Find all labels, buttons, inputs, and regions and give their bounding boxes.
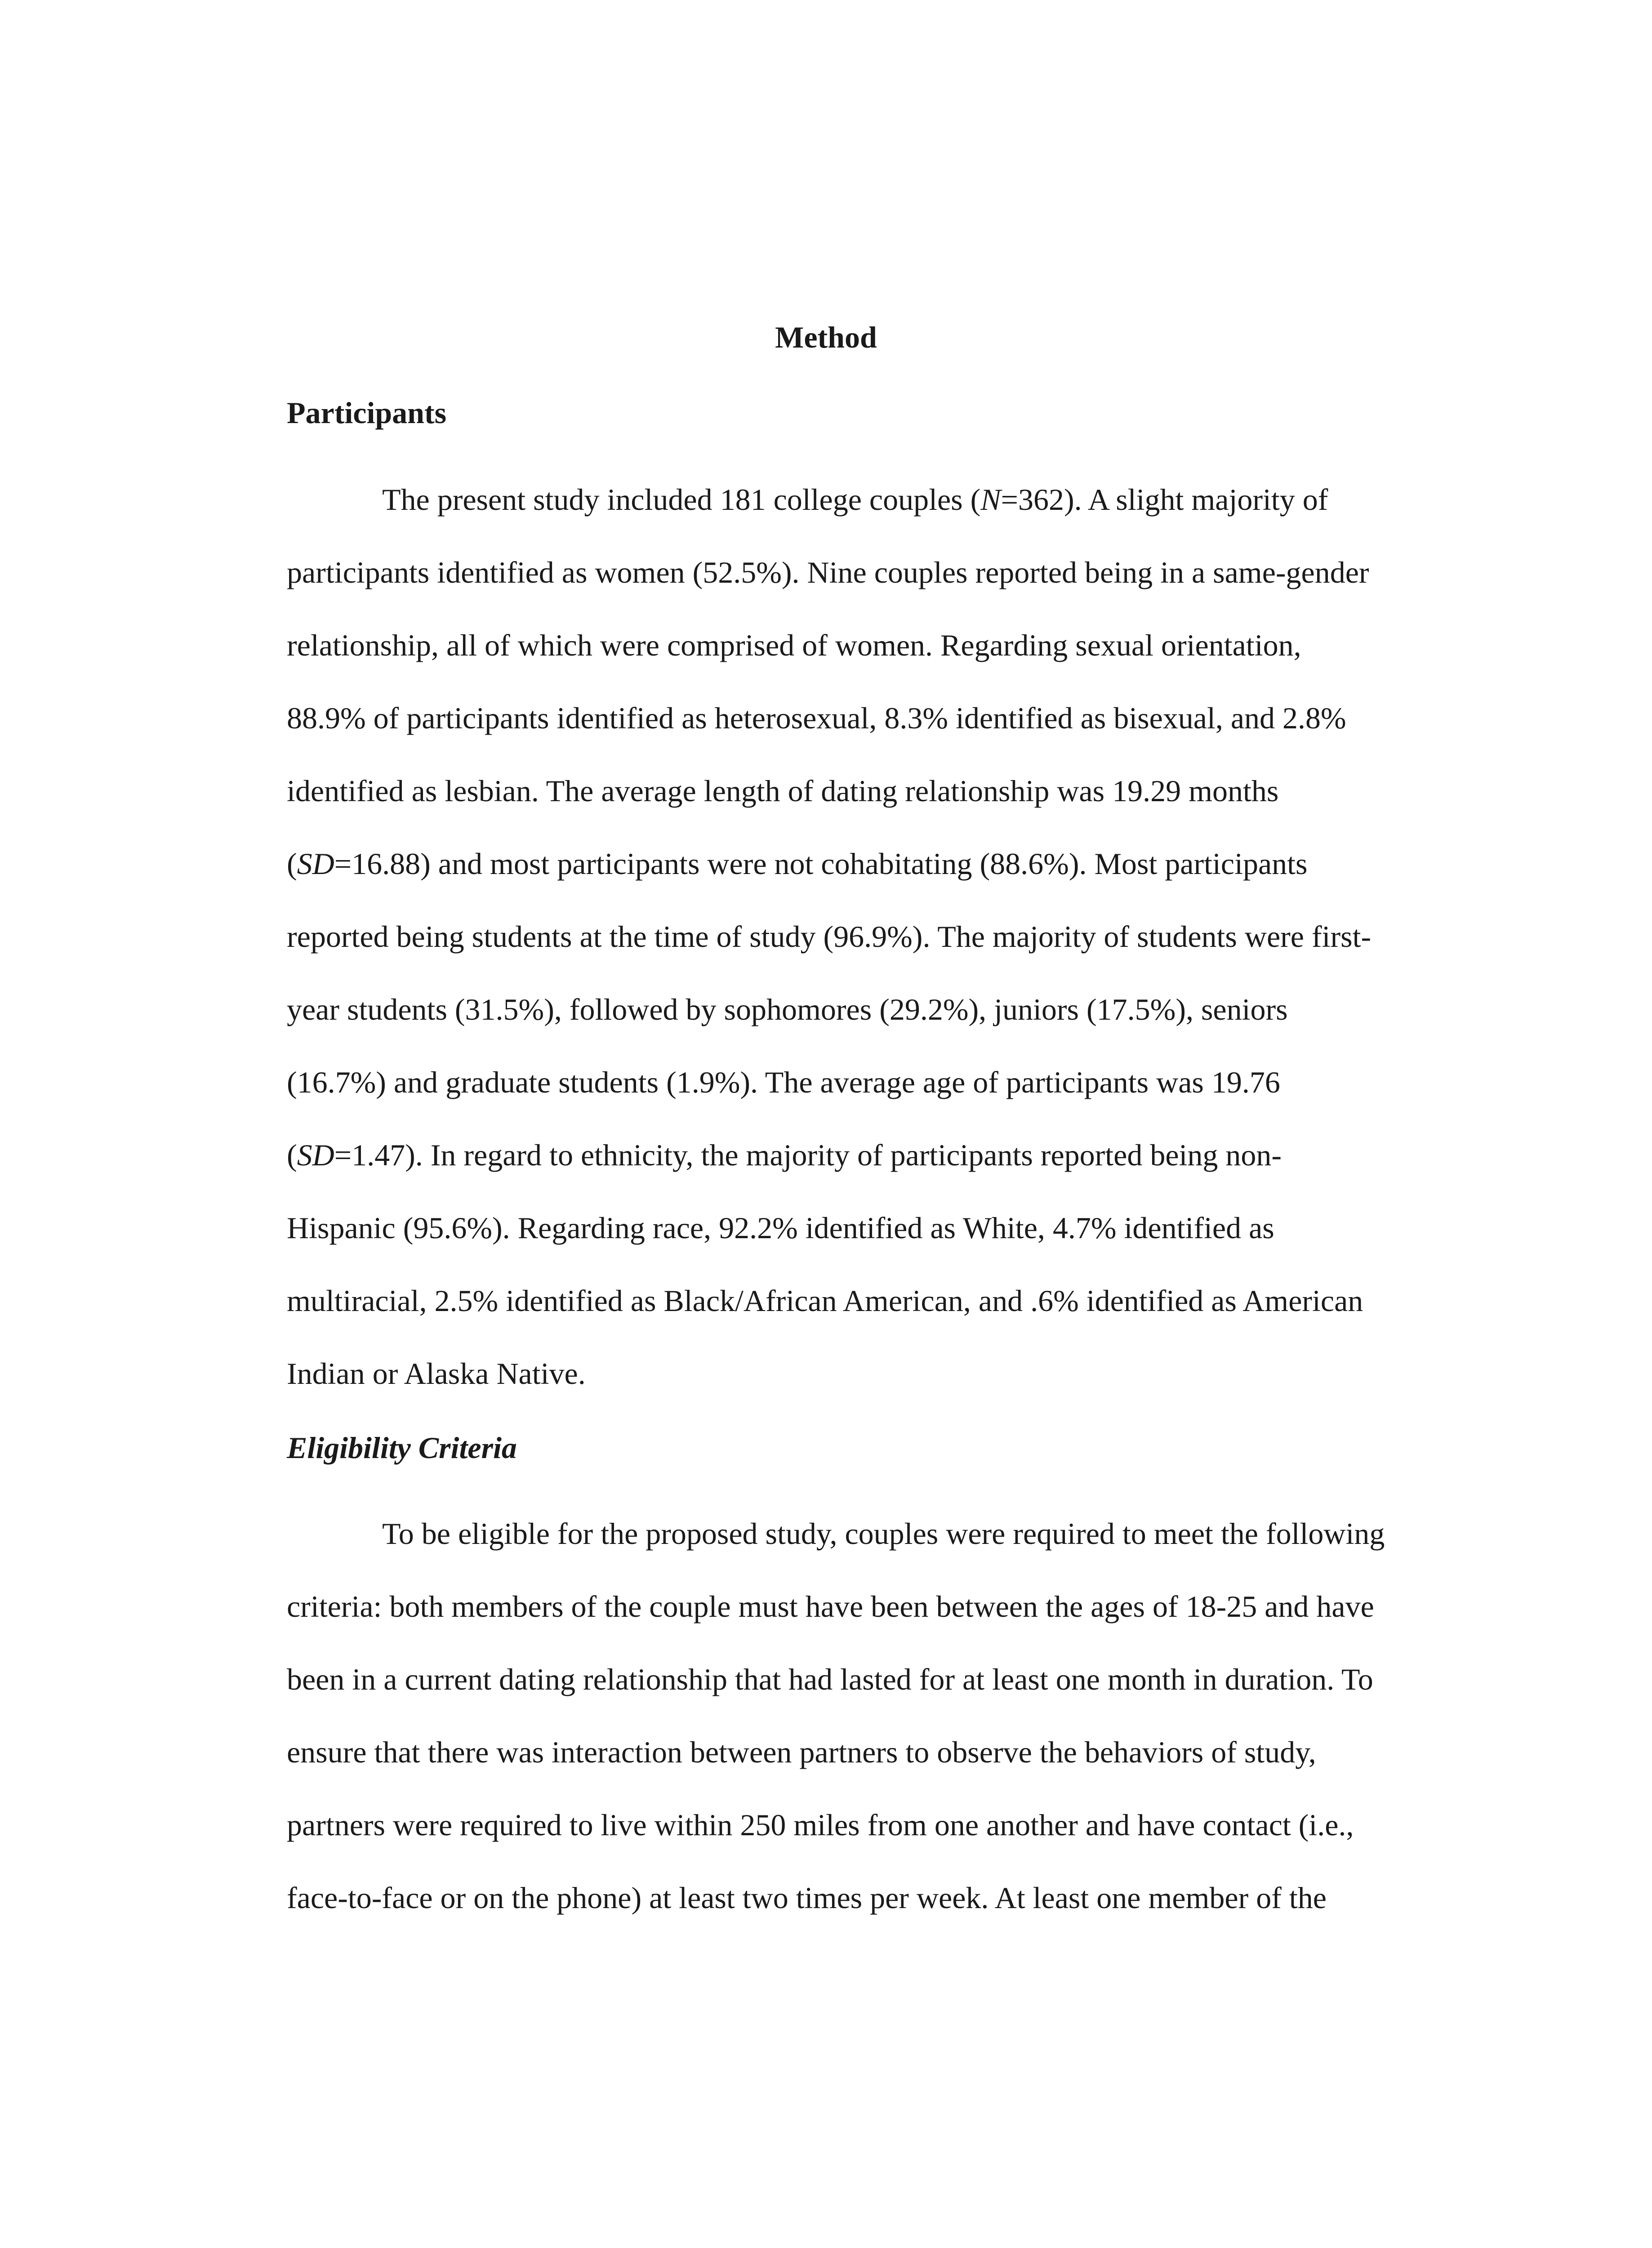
paragraph-line: [287, 1716, 1429, 1789]
text-run: reported being students at the time of study (96.9%). The majority of students were first-: [287, 919, 1371, 954]
text-run: 88.9% of participants identified as heterosexual, 8.3% identified as bisexual, and 2.8%: [287, 701, 1346, 735]
text-run: (: [287, 1138, 297, 1172]
text-run: multiracial, 2.5% identified as Black/African American, and .6% identified as American: [287, 1284, 1363, 1318]
text-run: year students (31.5%), followed by sophomores (29.2%), juniors (17.5%), seniors: [287, 992, 1288, 1026]
text-run: identified as lesbian. The average length of dating relationship was 19.29 months: [287, 774, 1279, 808]
text-run: face-to-face or on the phone) at least two times per week. At least one member of the: [287, 1881, 1327, 1915]
section-title: Method: [775, 320, 877, 354]
text-run: (: [287, 847, 297, 881]
paragraph-line: [287, 1046, 1429, 1119]
paragraph-line: [287, 609, 1429, 682]
text-run: criteria: both members of the couple must have been between the ages of 18-25 and have: [287, 1589, 1374, 1624]
text-run: To be eligible for the proposed study, couples were required to meet the following: [382, 1517, 1385, 1551]
paragraph-line: [287, 1337, 1429, 1410]
paragraph-line: [287, 900, 1429, 973]
text-run: =1.47). In regard to ethnicity, the majority of participants reported being non-: [334, 1138, 1282, 1172]
paragraph-line: [287, 1191, 1429, 1264]
paragraph-line: [287, 973, 1429, 1046]
stat-symbol: N: [980, 482, 1001, 517]
participants-paragraph: [287, 463, 1429, 1410]
eligibility-paragraph: [287, 1497, 1429, 1934]
paragraph-line: [287, 1861, 1429, 1934]
paragraph-line: [287, 754, 1429, 827]
stat-symbol: SD: [297, 847, 334, 881]
paragraph-line: [287, 1570, 1429, 1643]
paragraph-line: [287, 536, 1429, 609]
text-run: partners were required to live within 250 miles from one another and have contact (i.e.,: [287, 1808, 1354, 1842]
text-run: (16.7%) and graduate students (1.9%). The average age of participants was 19.76: [287, 1065, 1280, 1099]
paragraph-line: [287, 827, 1429, 900]
paragraph-line: [287, 1497, 1429, 1570]
text-run: The present study included 181 college couples (: [382, 482, 981, 517]
text-run: participants identified as women (52.5%). Nine couples reported being in a same-gender: [287, 555, 1369, 589]
text-run: Indian or Alaska Native.: [287, 1356, 586, 1391]
text-run: relationship, all of which were comprised of women. Regarding sexual orientation,: [287, 628, 1301, 662]
paragraph-line: [287, 1789, 1429, 1861]
paragraph-line: [287, 463, 1429, 536]
participants-heading: Participants: [287, 396, 447, 430]
text-run: been in a current dating relationship that had lasted for at least one month in duration. To: [287, 1662, 1373, 1696]
text-run: =16.88) and most participants were not cohabitating (88.6%). Most participants: [334, 847, 1308, 881]
eligibility-heading: Eligibility Criteria: [287, 1431, 517, 1465]
paragraph-line: [287, 1119, 1429, 1191]
text-run: ensure that there was interaction between partners to observe the behaviors of study,: [287, 1735, 1316, 1769]
paragraph-line: [287, 682, 1429, 754]
text-run: =362). A slight majority of: [1001, 482, 1328, 517]
paragraph-line: [287, 1264, 1429, 1337]
text-run: Hispanic (95.6%). Regarding race, 92.2% identified as White, 4.7% identified as: [287, 1211, 1274, 1245]
paragraph-line: [287, 1643, 1429, 1716]
stat-symbol: SD: [297, 1138, 334, 1172]
